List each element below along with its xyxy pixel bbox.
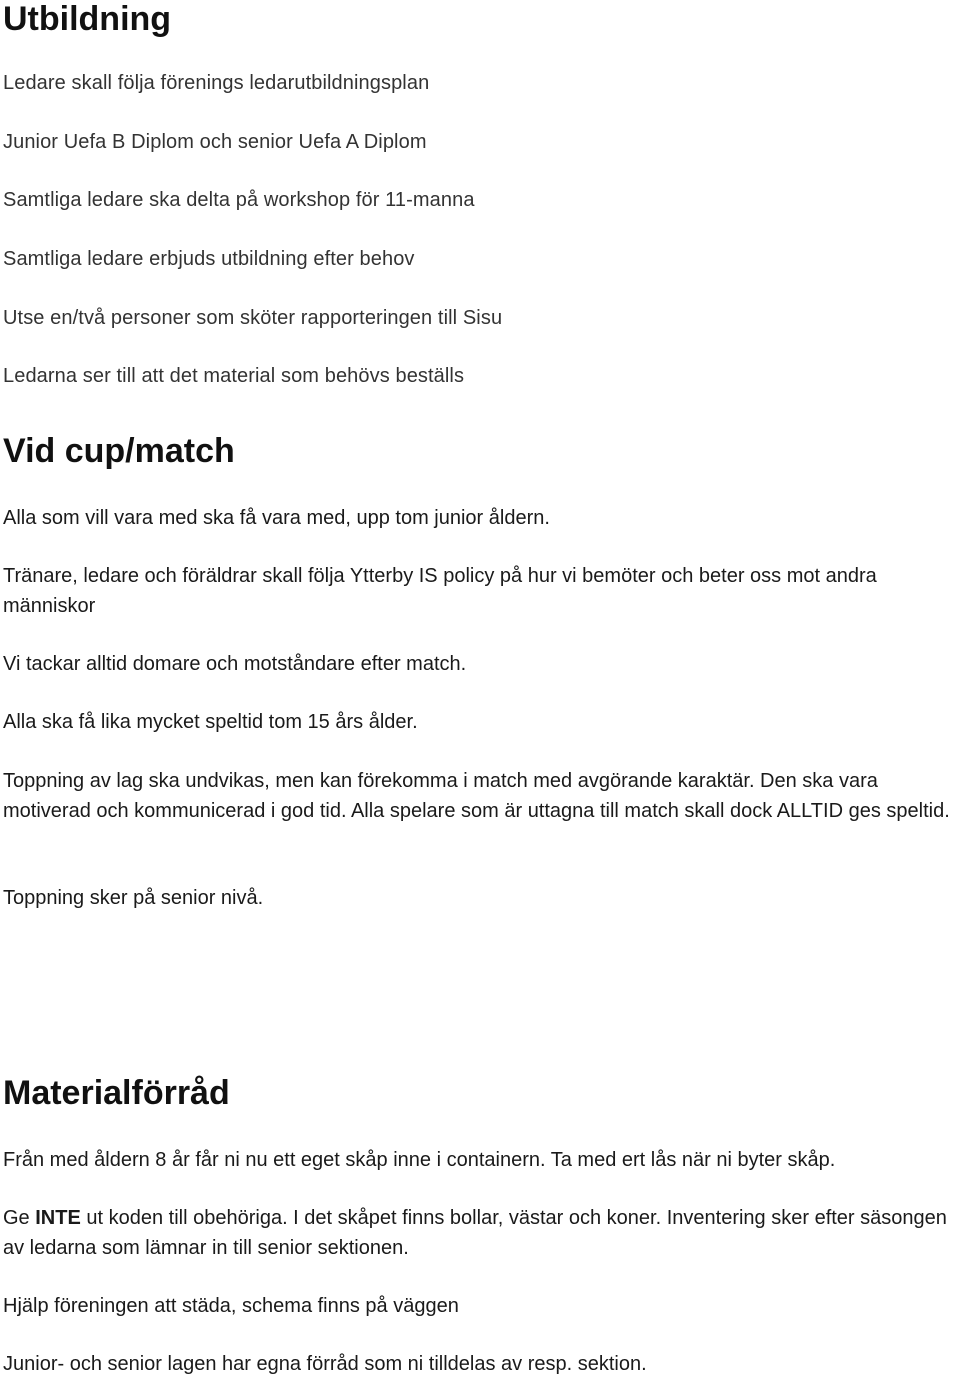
list-item: Tränare, ledare och föräldrar skall följa Ytterby IS policy på hur vi bemöter och beter oss mot andra människor xyxy=(3,565,877,617)
heading-materialforrad: Materialförråd xyxy=(3,1074,230,1112)
list-item: Hjälp föreningen att städa, schema finns på väggen xyxy=(3,1295,459,1317)
list-item: Junior- och senior lagen har egna förråd som ni tilldelas av resp. sektion. xyxy=(3,1353,647,1375)
list-item: Ledarna ser till att det material som behövs beställs xyxy=(3,365,465,387)
list-item: Toppning av lag ska undvikas, men kan förekomma i match med avgörande karaktär. Den ska vara motiverad och kommunicerad i god tid. Alla spelare som är uttagna till match skall dock ALLTID ges speltid. xyxy=(3,770,950,822)
list-item: Utse en/två personer som sköter rapporteringen till Sisu xyxy=(3,307,503,329)
list-item: Ledare skall följa förenings ledarutbildningsplan xyxy=(3,72,430,94)
list-item: Junior Uefa B Diplom och senior Uefa A Diplom xyxy=(3,131,427,153)
heading-vid-cup-match: Vid cup/match xyxy=(3,432,235,470)
list-item: Alla ska få lika mycket speltid tom 15 års ålder. xyxy=(3,711,418,733)
list-item xyxy=(3,1204,958,1263)
text-run: Ge xyxy=(3,1207,36,1229)
list-item: Alla som vill vara med ska få vara med, upp tom junior åldern. xyxy=(3,507,550,529)
list-item: Samtliga ledare erbjuds utbildning efter behov xyxy=(3,248,415,270)
list-item: Vi tackar alltid domare och motståndare efter match. xyxy=(3,653,467,675)
list-item: Samtliga ledare ska delta på workshop för 11-manna xyxy=(3,189,475,211)
text-run: ut koden till obehöriga. I det skåpet finns bollar, västar och koner. Inventering sker efter säsongen av ledarna som lämnar in till senior sektionen. xyxy=(3,1207,947,1259)
list-item: Från med åldern 8 år får ni nu ett eget skåp inne i containern. Ta med ert lås när ni byter skåp. xyxy=(3,1149,836,1171)
list-item: Toppning sker på senior nivå. xyxy=(3,887,264,909)
heading-utbildning: Utbildning xyxy=(3,0,172,38)
emphasis-inte: INTE xyxy=(35,1207,81,1229)
